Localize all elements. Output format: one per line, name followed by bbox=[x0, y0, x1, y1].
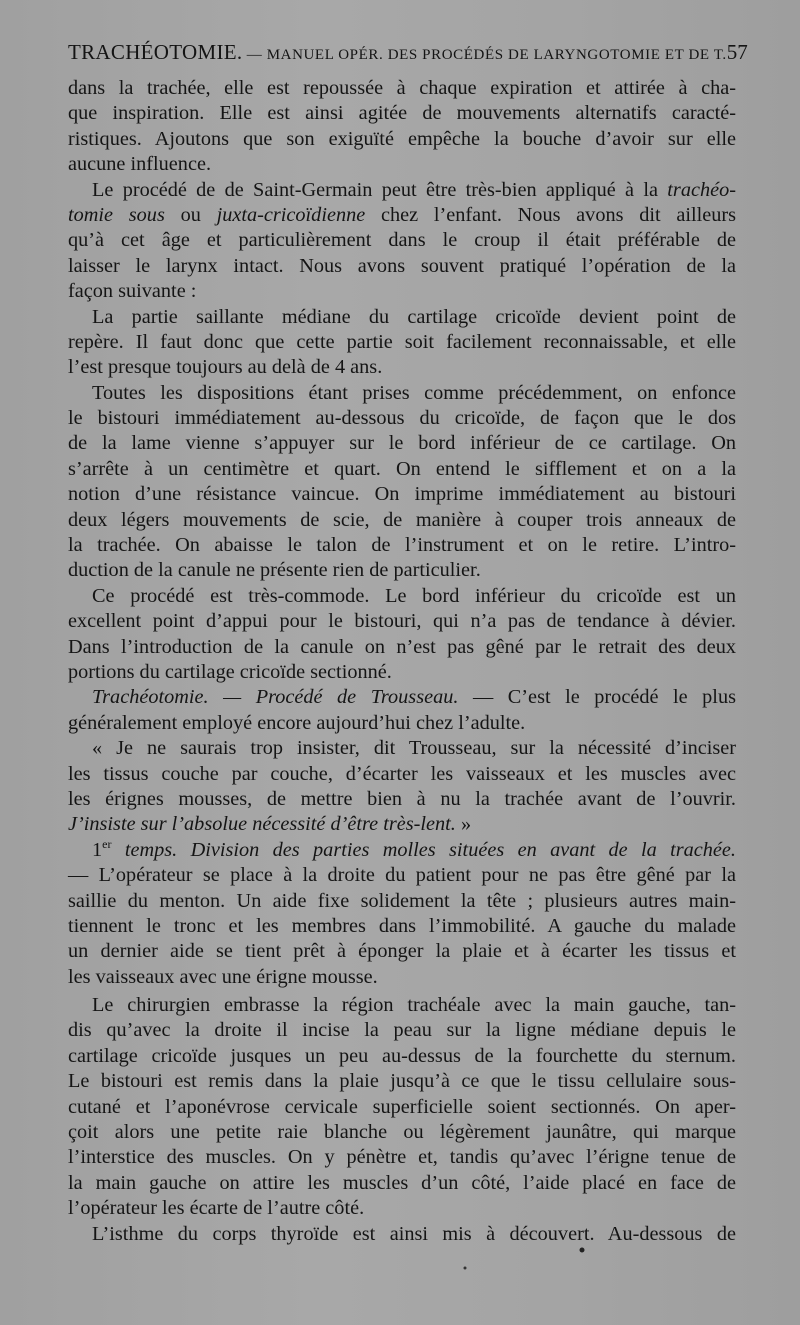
text-line: notion d’une résistance vaincue. On imprime immédiatement au bistouri bbox=[68, 483, 736, 506]
text-line: généralement employé encore aujourd’hui chez l’adulte. bbox=[68, 711, 526, 734]
text-line: que inspiration. Elle est ainsi agitée de mouvements alternatifs caracté- bbox=[68, 102, 736, 125]
ink-speck bbox=[464, 1267, 467, 1270]
text-line: les tissus couche par couche, d’écarter les vaisseaux et les muscles avec bbox=[68, 762, 736, 785]
text-line: qu’à cet âge et particulièrement dans le croup il était préférable de bbox=[68, 229, 736, 252]
text-line: saillie du menton. Un aide fixe solidement la tête ; plusieurs autres main- bbox=[68, 889, 736, 912]
text-line bbox=[68, 203, 736, 228]
text-line: ristiques. Ajoutons que son exiguïté empêche la bouche d’avoir sur elle bbox=[68, 127, 736, 150]
text-line: un dernier aide se tient prêt à éponger la plaie et à écarter les tissus et bbox=[68, 940, 736, 963]
text-line: Ce procédé est très-commode. Le bord inférieur du cricoïde est un bbox=[92, 584, 736, 607]
line-segment: — C’est le procédé le plus bbox=[472, 686, 736, 709]
ordinal-suffix: er bbox=[102, 836, 112, 851]
text-line: cartilage cricoïde jusques un peu au-dessus de la fourchette du sternum. bbox=[68, 1044, 736, 1067]
text-line: — L’opérateur se place à la droite du patient pour ne pas être gêné par la bbox=[68, 864, 736, 887]
text-line: la trachée. On abaisse le talon de l’instrument et on le retire. L’intro- bbox=[68, 534, 736, 557]
line-segment: Le procédé de de Saint-Germain peut être très-bien appliqué à la bbox=[92, 178, 658, 201]
header-left bbox=[68, 40, 727, 65]
text-line: La partie saillante médiane du cartilage cricoïde devient point de bbox=[92, 305, 736, 328]
text-line: « Je ne saurais trop insister, dit Trousseau, sur la nécessité d’inciser bbox=[92, 737, 736, 760]
text-line: Le chirurgien embrasse la région trachéale avec la main gauche, tan- bbox=[92, 994, 736, 1017]
text-line: l’opérateur les écarte de l’autre côté. bbox=[68, 1197, 365, 1220]
text-line: çoit alors une petite raie blanche ou légèrement jaunâtre, qui marque bbox=[68, 1121, 736, 1144]
text-line: façon suivante : bbox=[68, 280, 197, 303]
line-segment: chez l’enfant. Nous avons dit ailleurs bbox=[380, 203, 737, 226]
text-line: la main gauche on attire les muscles d’un côté, l’aide placé en face de bbox=[68, 1171, 736, 1194]
text-line: l’interstice des muscles. On y pénètre et, tandis qu’avec l’érigne tenue de bbox=[68, 1146, 736, 1169]
text-line: s’arrête à un centimètre et quart. On entend le sifflement et on a la bbox=[68, 457, 736, 480]
text-line: excellent point d’appui pour le bistouri, qui n’a pas de tendance à dévier. bbox=[68, 610, 736, 633]
text-line: dis qu’avec la droite il incise la peau sur la ligne médiane depuis le bbox=[68, 1019, 736, 1042]
italic-term: trachéo- bbox=[667, 178, 737, 201]
text-line bbox=[68, 838, 736, 863]
text-line bbox=[68, 685, 736, 710]
header-title: TRACHÉOTOMIE. bbox=[68, 40, 243, 64]
text-line: l’est presque toujours au delà de 4 ans. bbox=[68, 356, 383, 379]
section-heading: Trachéotomie. — Procédé de Trousseau. bbox=[92, 686, 459, 709]
header-subtitle: — MANUEL OPÉR. DES PROCÉDÉS DE LARYNGOTOMIE ET DE T. bbox=[246, 47, 727, 63]
text-line: cutané et l’aponévrose cervicale superficielle soient sectionnés. On aper- bbox=[68, 1095, 736, 1118]
ink-speck bbox=[580, 1248, 585, 1253]
text-line: portions du cartilage cricoïde sectionné. bbox=[68, 660, 392, 683]
text-line: deux légers mouvements de scie, de manière à couper trois anneaux de bbox=[68, 508, 736, 531]
text-line: Le bistouri est remis dans la plaie jusqu’à ce que le tissu cellulaire sous- bbox=[68, 1070, 736, 1093]
text-line: duction de la canule ne présente rien de particulier. bbox=[68, 559, 481, 582]
text-line: repère. Il faut donc que cette partie soit facilement reconnaissable, et elle bbox=[68, 330, 736, 353]
text-line: les vaisseaux avec une érigne mousse. bbox=[68, 965, 378, 988]
text-line: dans la trachée, elle est repoussée à chaque expiration et attirée à cha- bbox=[68, 77, 736, 99]
italic-term: tomie sous bbox=[68, 203, 165, 226]
ordinal: 1 bbox=[92, 838, 103, 861]
text-line bbox=[68, 812, 736, 837]
page-number: 57 bbox=[726, 40, 748, 64]
text-line: Toutes les dispositions étant prises comme précédemment, on enfonce bbox=[92, 381, 736, 404]
text-line: de la lame vienne s’appuyer sur le bord inférieur de ce cartilage. On bbox=[68, 432, 736, 455]
italic-term: juxta-cricoïdienne bbox=[216, 203, 366, 226]
text-line: les érignes mousses, de mettre bien à nu la trachée avant de l’ouvrir. bbox=[68, 787, 736, 810]
text-line: laisser le larynx intact. Nous avons souvent pratiqué l’opération de la bbox=[68, 254, 736, 277]
text-line bbox=[68, 178, 736, 203]
line-segment: ou bbox=[180, 203, 201, 226]
line-segment: » bbox=[460, 813, 472, 836]
running-header bbox=[68, 40, 748, 74]
step-heading: temps. Division des parties molles situées en avant de la trachée. bbox=[124, 838, 736, 861]
text-line: L’isthme du corps thyroïde est ainsi mis à découvert. Au-dessous de bbox=[92, 1222, 736, 1245]
text-line: tiennent le tronc et les membres dans l’immobilité. A gauche du malade bbox=[68, 914, 736, 937]
text-line: aucune influence. bbox=[68, 153, 212, 176]
text-line: Dans l’introduction de la canule on n’est pas gêné par le retrait des deux bbox=[68, 635, 736, 658]
text-line: le bistouri immédiatement au-dessous du cricoïde, de façon que le dos bbox=[68, 407, 736, 430]
italic-quote: J’insiste sur l’absolue nécessité d’être très-lent. bbox=[68, 813, 456, 836]
body-text bbox=[68, 76, 736, 1247]
